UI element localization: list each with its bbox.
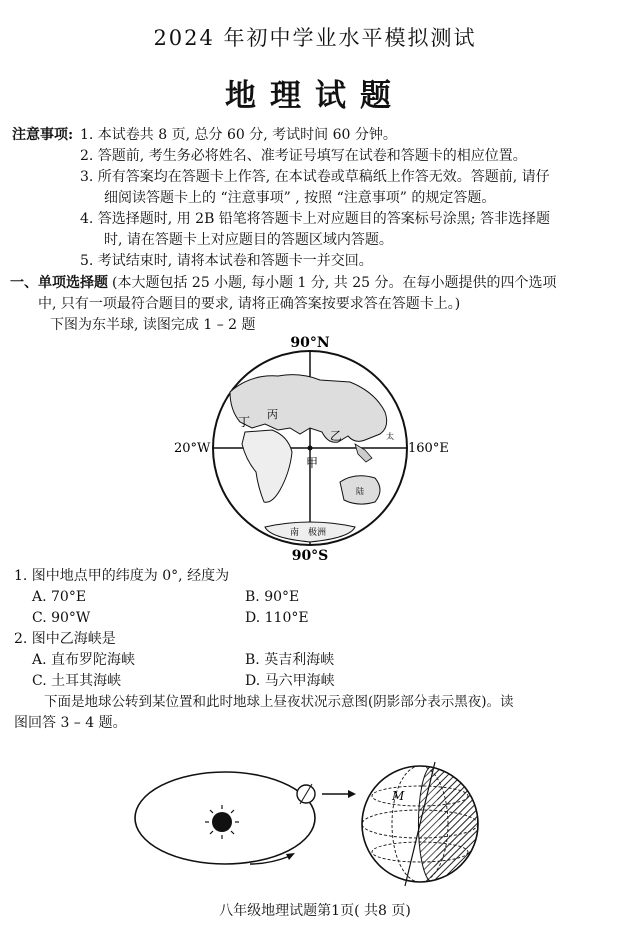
eastern-hemisphere-map xyxy=(160,332,460,562)
notice-item-1: 1. 本试卷共 8 页, 总分 60 分, 考试时间 60 分钟。 xyxy=(80,127,397,143)
label-tai: 太 xyxy=(386,432,394,441)
q1-option-a: A. 70°E xyxy=(32,589,87,605)
label-jia: 甲 xyxy=(306,456,319,470)
orbit-daynight-diagram xyxy=(130,760,510,890)
notice-label: 注意事项: xyxy=(12,127,74,143)
label-west: 20°W xyxy=(174,441,211,456)
q1-option-d: D. 110°E xyxy=(245,610,309,626)
q1-stem: 1. 图中地点甲的纬度为 0°, 经度为 xyxy=(14,568,230,584)
exam-title: 2024 年初中学业水平模拟测试 xyxy=(153,26,477,50)
q2-stem: 2. 图中乙海峡是 xyxy=(14,631,116,647)
figure2-intro-1: 下面是地球公转到某位置和此时地球上昼夜状况示意图(阴影部分表示黑夜)。读 xyxy=(44,694,514,710)
q1-option-c: C. 90°W xyxy=(32,610,91,626)
subject-title: 地理试题 xyxy=(225,78,405,114)
notice-item-4: 4. 答选择题时, 用 2B 铅笔将答题卡上对应题目的答案标号涂黑; 答非选择题 xyxy=(80,211,550,227)
label-bing: 丙 xyxy=(267,408,278,421)
label-north: 90°N xyxy=(290,335,330,351)
notice-item-3: 3. 所有答案均在答题卡上作答, 在本试卷或草稿纸上作答无效。答题前, 请仔 xyxy=(80,169,550,185)
q2-option-b: B. 英吉利海峡 xyxy=(245,652,335,668)
q2-option-d: D. 马六甲海峡 xyxy=(245,673,335,689)
section-desc-1: (本大题包括 25 小题, 每小题 1 分, 共 25 分。在每小题提供的四个选项 xyxy=(112,275,557,291)
section-title: 一、单项选择题 xyxy=(10,275,108,291)
notice-item-2: 2. 答题前, 考生务必将姓名、准考证号填写在试卷和答题卡的相应位置。 xyxy=(80,148,527,164)
figure2-intro-2: 图回答 3 – 4 题。 xyxy=(14,715,127,731)
label-yi: 乙 xyxy=(330,429,343,443)
figure1-intro: 下图为东半球, 读图完成 1 – 2 题 xyxy=(50,317,256,333)
label-antarctica-2: 极洲 xyxy=(308,528,327,538)
notice-item-3-cont: 细阅读答题卡上的 “注意事项” , 按照 “注意事项” 的规定答题。 xyxy=(104,190,496,206)
label-south: 90°S xyxy=(291,548,329,562)
label-ding: 丁 xyxy=(238,415,251,429)
label-east: 160°E xyxy=(408,441,449,456)
label-antarctica-1: 南 xyxy=(290,528,300,538)
label-m: M xyxy=(392,789,405,803)
page-footer: 八年级地理试题第1页( 共8 页) xyxy=(219,903,411,919)
label-lu: 陆 xyxy=(356,487,364,496)
q2-option-c: C. 土耳其海峡 xyxy=(32,673,122,689)
notice-item-4-cont: 时, 请在答题卡上对应题目的答题区域内答题。 xyxy=(104,232,393,248)
notice-item-5: 5. 考试结束时, 请将本试卷和答题卡一并交回。 xyxy=(80,253,373,269)
q2-option-a: A. 直布罗陀海峡 xyxy=(32,652,136,668)
section-desc-2: 中, 只有一项最符合题目的要求, 请将正确答案按要求答在答题卡上。) xyxy=(38,296,461,312)
q1-option-b: B. 90°E xyxy=(245,589,300,605)
